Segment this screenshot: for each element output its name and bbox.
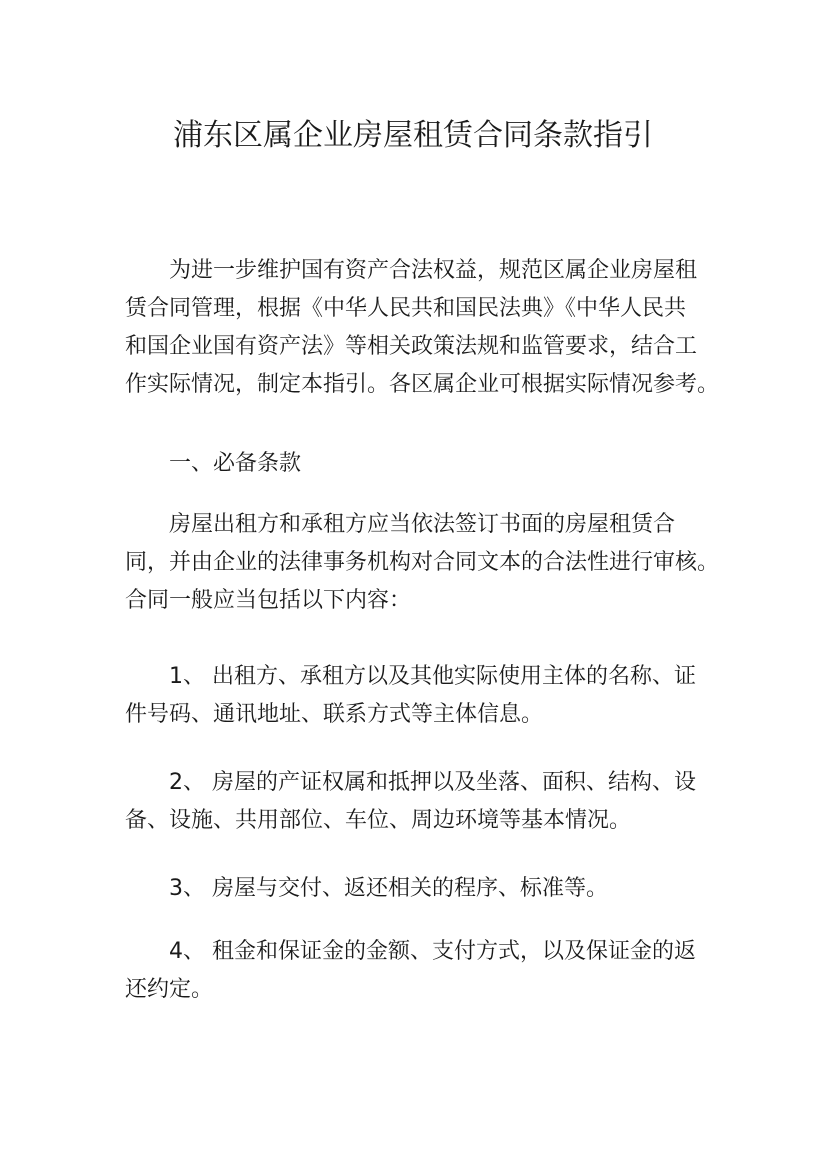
paragraph-line: 为进一步维护国有资产合法权益，规范区属企业房屋租 xyxy=(169,258,698,283)
paragraph-line: 1、 出租方、承租方以及其他实际使用主体的名称、证 xyxy=(169,664,696,689)
list-item-1 xyxy=(125,658,715,734)
paragraph-line: 2、 房屋的产证权属和抵押以及坐落、面积、结构、设 xyxy=(169,770,696,795)
document-title: 浦东区属企业房屋租赁合同条款指引 xyxy=(173,118,653,153)
section-heading: 一、必备条款 xyxy=(169,451,302,476)
contract-content-paragraph xyxy=(125,506,720,620)
list-item-2 xyxy=(125,764,715,840)
section-heading-required-clauses xyxy=(125,445,715,483)
paragraph-line: 赁合同管理，根据《中华人民共和国民法典》《中华人民共 xyxy=(125,296,687,321)
paragraph-line: 还约定。 xyxy=(125,977,214,1002)
paragraph-line: 作实际情况，制定本指引。各区属企业可根据实际情况参考。 xyxy=(125,372,720,397)
list-item-4 xyxy=(125,933,715,1009)
paragraph-line: 合同一般应当包括以下内容： xyxy=(125,588,412,613)
list-item-3 xyxy=(125,870,715,908)
paragraph-line: 和国企业国有资产法》等相关政策法规和监管要求，结合工 xyxy=(125,334,698,359)
paragraph-line: 件号码、通讯地址、联系方式等主体信息。 xyxy=(125,702,544,727)
paragraph-line: 4、 租金和保证金的金额、支付方式，以及保证金的返 xyxy=(169,939,696,964)
paragraph-line: 3、 房屋与交付、返还相关的程序、标准等。 xyxy=(169,876,608,901)
paragraph-line: 同，并由企业的法律事务机构对合同文本的合法性进行审核。 xyxy=(125,550,720,575)
paragraph-line: 房屋出租方和承租方应当依法签订书面的房屋租赁合 xyxy=(169,512,676,537)
intro-paragraph xyxy=(125,252,720,404)
paragraph-line: 备、设施、共用部位、车位、周边环境等基本情况。 xyxy=(125,808,632,833)
